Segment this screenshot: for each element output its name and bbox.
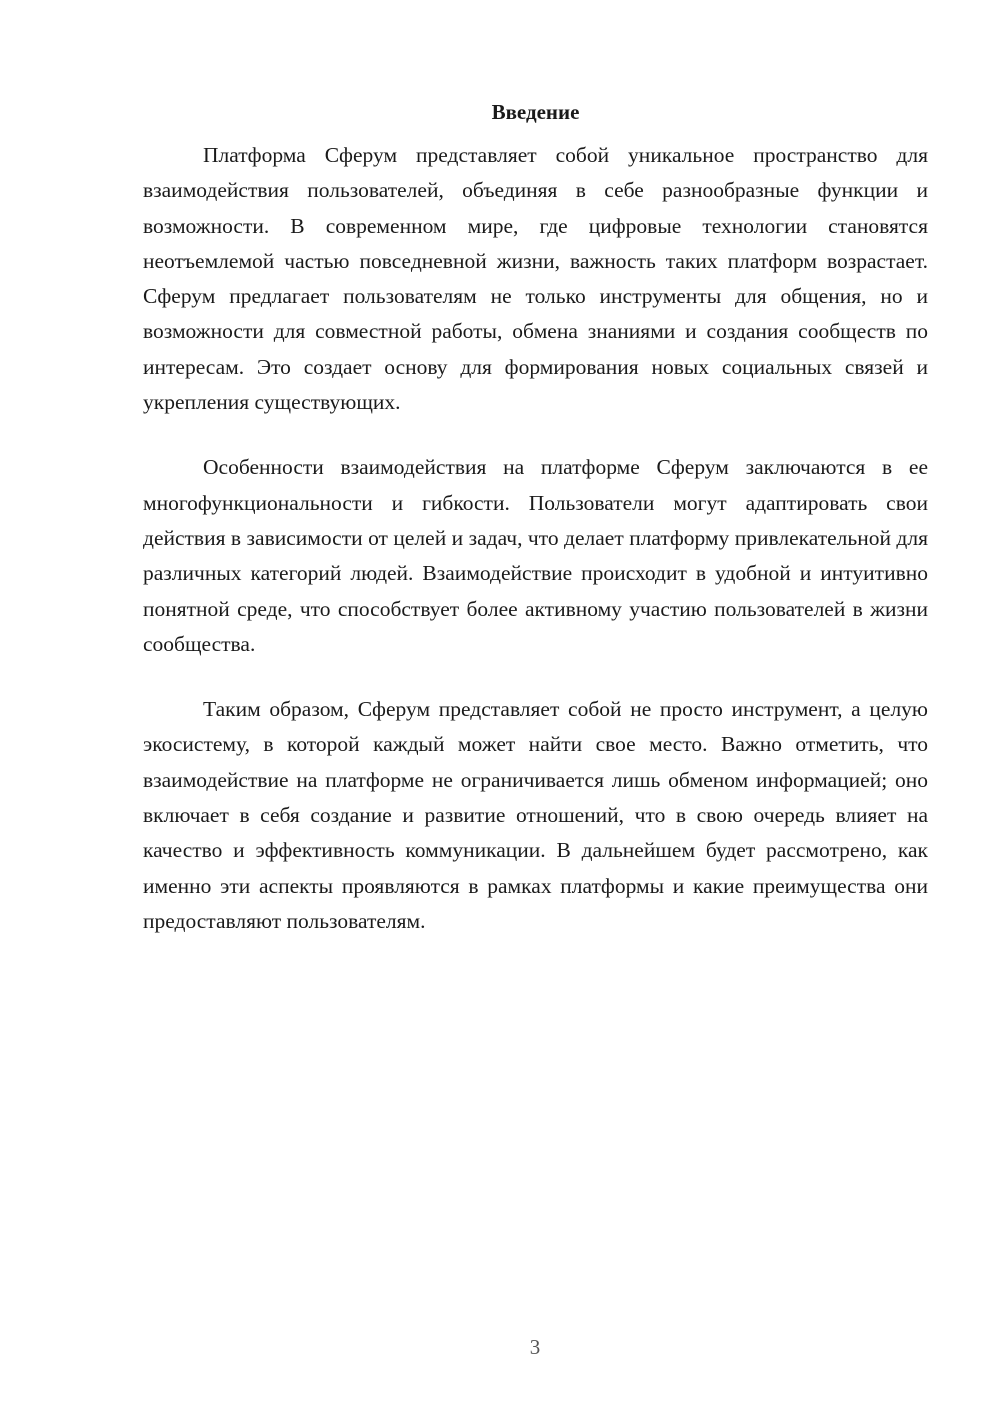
paragraph-features: Особенности взаимодействия на платформе Сферум заключаются в ее многофункциональности и гибкости. Пользователи могут адаптировать свои действия в зависимости от целей и задач, что делает платформу привлекательной для различных категорий людей. Взаимодействие происходит в удобной и интуитивно понятной среде, что способствует более активному участию пользователей в жизни сообщества. <box>143 455 928 656</box>
paragraph-conclusion: Таким образом, Сферум представляет собой не просто инструмент, а целую экосистему, в которой каждый может найти свое место. Важно отметить, что взаимодействие на платформе не ограничивается лишь обменом информацией; оно включает в себя создание и развитие отношений, что в свою очередь влияет на качество и эффективность коммуникации. В дальнейшем будет рассмотрено, как именно эти аспекты проявляются в рамках платформы и какие преимущества они предоставляют пользователям. <box>143 697 928 933</box>
paragraph-intro: Платформа Сферум представляет собой уникальное пространство для взаимодействия пользователей, объединяя в себе разнообразные функции и возможности. В современном мире, где цифровые технологии становятся неотъемлемой частью повседневной жизни, важность таких платформ возрастает. Сферум предлагает пользователям не только инструменты для общения, но и возможности для совместной работы, обмена знаниями и создания сообществ по интересам. Это создает основу для формирования новых социальных связей и укрепления существующих. <box>143 143 928 415</box>
page-content <box>143 96 928 969</box>
page-number: 3 <box>529 1335 541 1359</box>
page-title: Введение <box>491 100 580 124</box>
